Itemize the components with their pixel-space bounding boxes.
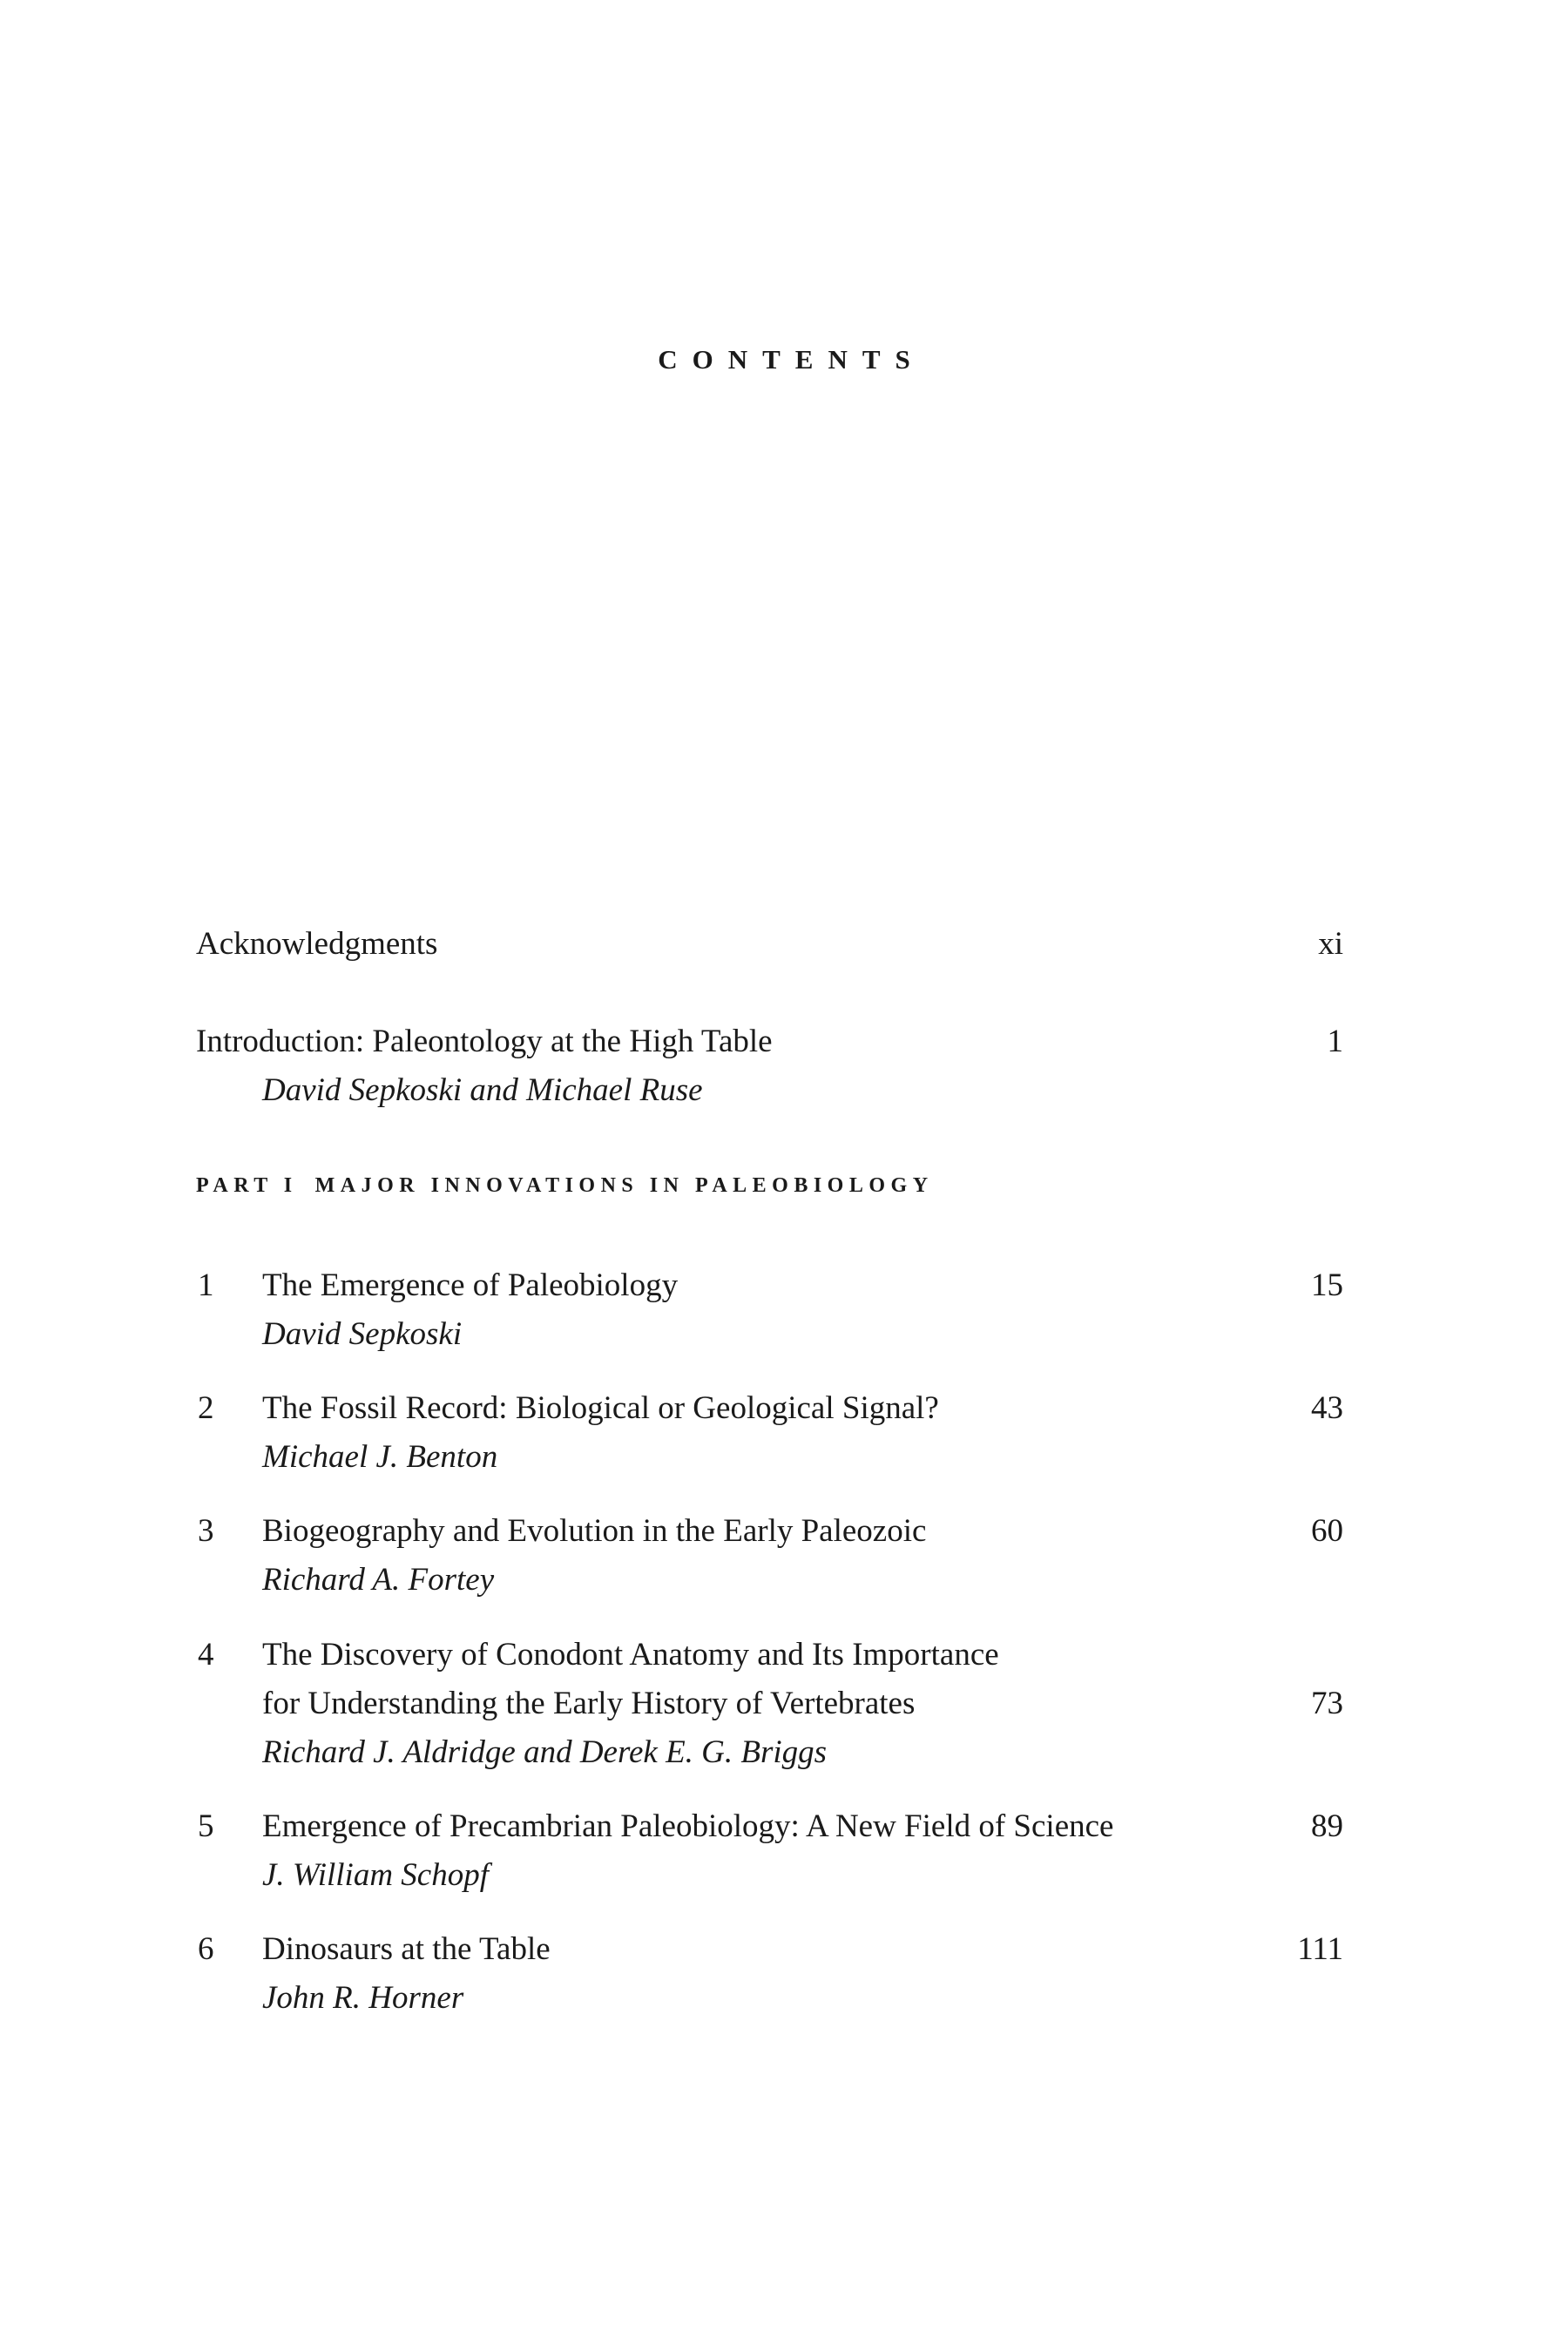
entry-title-continued: for Understanding the Early History of Vertebrates [262,1686,916,1721]
entry-title: Biogeography and Evolution in the Early Paleozoic [262,1513,927,1549]
entry-title: The Emergence of Paleobiology [262,1267,679,1303]
entry-author: John R. Horner [262,1980,464,2016]
entry-title: The Discovery of Conodont Anatomy and Its Importance [262,1637,999,1673]
page-number: 60 [1311,1513,1343,1549]
chapter-number: 1 [198,1267,214,1303]
part-label: PART I [196,1174,298,1197]
toc-entry-chapter[interactable] [196,1507,1343,1605]
page-number: 73 [1311,1686,1343,1721]
chapter-number: 6 [198,1931,214,1967]
toc-entry-introduction[interactable] [196,1017,1343,1115]
entry-title: Dinosaurs at the Table [262,1931,551,1967]
part-title: MAJOR INNOVATIONS IN PALEOBIOLOGY [314,1174,934,1197]
toc-entry-chapter[interactable] [196,1384,1343,1482]
entry-title: The Fossil Record: Biological or Geological Signal? [262,1390,939,1426]
chapter-number: 2 [198,1390,214,1426]
page-number: 15 [1311,1267,1343,1303]
page-number: 43 [1311,1390,1343,1426]
toc-entry-acknowledgments[interactable] [196,920,1343,969]
toc-entry-chapter[interactable] [196,1261,1343,1359]
page-number: 111 [1297,1931,1343,1967]
entry-author: J. William Schopf [262,1857,489,1893]
part-heading [196,1173,934,1199]
page-number: 1 [1327,1024,1343,1059]
toc-entry-chapter[interactable] [196,1925,1343,2023]
entry-title: Emergence of Precambrian Paleobiology: A New Field of Science [262,1808,1114,1844]
entry-author: David Sepkoski and Michael Ruse [262,1072,703,1108]
page-title: CONTENTS [658,344,925,375]
chapter-number: 5 [198,1808,214,1844]
entry-author: Richard A. Fortey [262,1562,495,1598]
entry-title: Acknowledgments [196,926,438,962]
chapter-number: 3 [198,1513,214,1549]
toc-entry-chapter[interactable] [196,1631,1343,1777]
entry-author: Michael J. Benton [262,1439,498,1475]
chapter-number: 4 [198,1637,214,1673]
entry-author: David Sepkoski [262,1316,463,1352]
page-number: 89 [1311,1808,1343,1844]
page-number: xi [1318,926,1343,962]
toc-entry-chapter[interactable] [196,1802,1343,1900]
entry-author: Richard J. Aldridge and Derek E. G. Briggs [262,1734,828,1770]
entry-title: Introduction: Paleontology at the High Table [196,1024,773,1059]
